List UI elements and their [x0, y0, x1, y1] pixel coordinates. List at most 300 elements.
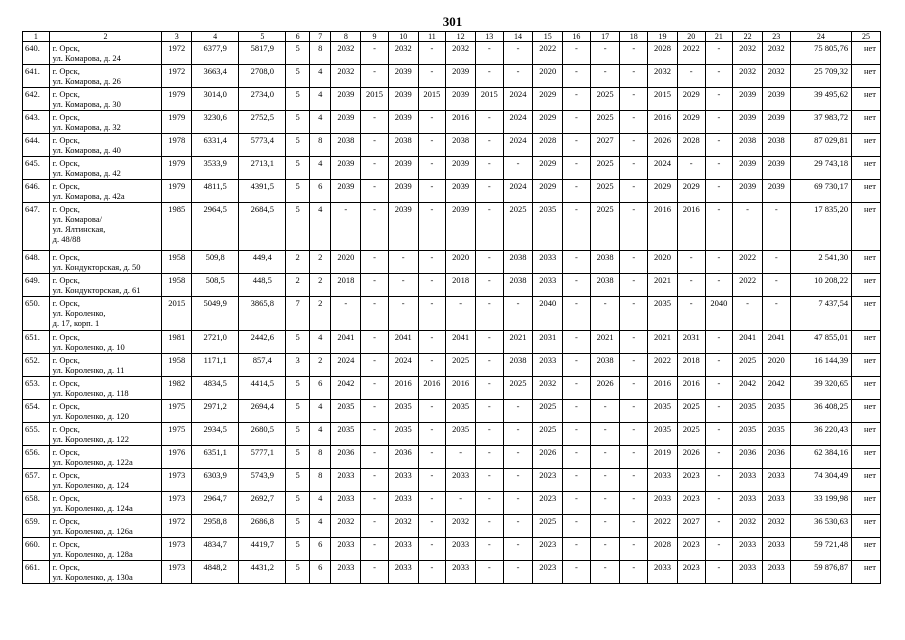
- table-cell: -: [418, 354, 446, 377]
- table-cell: 75 805,76: [790, 42, 852, 65]
- table-cell: -: [418, 251, 446, 274]
- address-line: ул. Кондукторская, д. 50: [52, 262, 141, 272]
- table-cell: -: [475, 65, 503, 88]
- address-line: ул. Короленко, д. 128а: [52, 549, 133, 559]
- table-cell: 2023: [677, 492, 705, 515]
- table-cell: 3865,8: [239, 297, 286, 331]
- table-cell: 2025: [503, 377, 533, 400]
- table-cell: -: [620, 251, 648, 274]
- table-cell: 1958: [162, 251, 192, 274]
- table-cell: 2035: [331, 400, 361, 423]
- table-cell: 2015: [475, 88, 503, 111]
- table-cell: 5: [286, 331, 310, 354]
- table-cell: 1979: [162, 111, 192, 134]
- address-cell: [49, 274, 162, 297]
- table-cell: 3: [286, 354, 310, 377]
- table-row: [23, 538, 881, 561]
- row-number: 650.: [23, 297, 50, 331]
- table-cell: 2023: [677, 469, 705, 492]
- table-cell: 2025: [590, 88, 620, 111]
- table-cell: 4: [309, 423, 331, 446]
- table-cell: 59 721,48: [790, 538, 852, 561]
- table-cell: 2029: [648, 180, 678, 203]
- table-cell: 2033: [762, 561, 790, 584]
- table-cell: 8: [309, 42, 331, 65]
- table-cell: 2032: [331, 515, 361, 538]
- table-cell: 2039: [388, 111, 418, 134]
- table-cell: 2033: [388, 538, 418, 561]
- table-cell: 2039: [446, 65, 476, 88]
- address-cell: [49, 538, 162, 561]
- table-cell: 2038: [590, 251, 620, 274]
- table-cell: 2033: [331, 561, 361, 584]
- table-cell: 509,8: [192, 251, 239, 274]
- table-cell: 2024: [503, 111, 533, 134]
- address-line: д. 17, корп. 1: [52, 318, 100, 328]
- table-cell: 2033: [533, 274, 563, 297]
- table-cell: -: [361, 446, 389, 469]
- table-cell: 2708,0: [239, 65, 286, 88]
- table-cell: 2033: [733, 561, 763, 584]
- table-cell: -: [475, 538, 503, 561]
- address-cell: [49, 400, 162, 423]
- table-cell: 2025: [590, 157, 620, 180]
- table-cell: -: [563, 251, 591, 274]
- table-cell: 2020: [648, 251, 678, 274]
- table-cell: -: [563, 400, 591, 423]
- table-cell: 2028: [648, 538, 678, 561]
- table-cell: -: [563, 354, 591, 377]
- table-cell: -: [733, 203, 763, 251]
- table-cell: -: [361, 538, 389, 561]
- table-cell: -: [620, 157, 648, 180]
- housing-table: [22, 31, 881, 584]
- table-cell: -: [418, 111, 446, 134]
- table-cell: 2964,5: [192, 203, 239, 251]
- table-cell: 1979: [162, 157, 192, 180]
- table-cell: -: [677, 157, 705, 180]
- column-header-row: [23, 32, 881, 42]
- table-row: [23, 515, 881, 538]
- table-cell: -: [677, 297, 705, 331]
- table-cell: 2021: [648, 274, 678, 297]
- table-cell: 2022: [733, 251, 763, 274]
- table-row: [23, 42, 881, 65]
- table-cell: 2039: [446, 88, 476, 111]
- table-cell: 1972: [162, 65, 192, 88]
- table-cell: нет: [852, 446, 881, 469]
- table-cell: 2027: [677, 515, 705, 538]
- table-cell: 2031: [677, 331, 705, 354]
- table-cell: 4834,7: [192, 538, 239, 561]
- table-cell: 17 835,20: [790, 203, 852, 251]
- table-cell: нет: [852, 561, 881, 584]
- table-cell: -: [503, 423, 533, 446]
- table-cell: 2038: [590, 274, 620, 297]
- row-number: 643.: [23, 111, 50, 134]
- table-cell: 2018: [677, 354, 705, 377]
- table-cell: нет: [852, 331, 881, 354]
- table-cell: 2024: [388, 354, 418, 377]
- table-cell: -: [620, 111, 648, 134]
- table-cell: 2033: [331, 469, 361, 492]
- column-header: 2: [49, 32, 162, 42]
- table-cell: 2015: [162, 297, 192, 331]
- address-line: ул. Короленко, д. 130а: [52, 572, 133, 582]
- table-cell: -: [762, 203, 790, 251]
- address-line: г. Орск,: [52, 158, 80, 168]
- table-cell: 6: [309, 180, 331, 203]
- table-cell: -: [388, 251, 418, 274]
- table-cell: -: [705, 88, 733, 111]
- table-cell: 2029: [533, 157, 563, 180]
- address-cell: [49, 157, 162, 180]
- table-cell: нет: [852, 377, 881, 400]
- address-line: г. Орск,: [52, 401, 80, 411]
- table-cell: 36 408,25: [790, 400, 852, 423]
- table-cell: нет: [852, 157, 881, 180]
- table-cell: 2035: [533, 203, 563, 251]
- table-row: [23, 331, 881, 354]
- table-cell: 2033: [388, 469, 418, 492]
- table-cell: 2032: [331, 42, 361, 65]
- table-body: [23, 32, 881, 584]
- table-cell: -: [705, 423, 733, 446]
- column-header: 16: [563, 32, 591, 42]
- table-cell: 2029: [677, 180, 705, 203]
- table-cell: -: [503, 65, 533, 88]
- table-cell: 69 730,17: [790, 180, 852, 203]
- table-cell: 2038: [388, 134, 418, 157]
- table-cell: 2033: [733, 538, 763, 561]
- table-cell: 4414,5: [239, 377, 286, 400]
- table-cell: 2035: [648, 423, 678, 446]
- table-cell: -: [361, 134, 389, 157]
- address-line: д. 48/88: [52, 234, 81, 244]
- table-cell: 2027: [590, 134, 620, 157]
- table-cell: 857,4: [239, 354, 286, 377]
- table-cell: 2023: [677, 538, 705, 561]
- table-cell: -: [563, 157, 591, 180]
- table-cell: -: [446, 492, 476, 515]
- table-cell: нет: [852, 65, 881, 88]
- table-cell: 2033: [648, 561, 678, 584]
- table-cell: -: [361, 423, 389, 446]
- address-line: г. Орск,: [52, 378, 80, 388]
- table-cell: -: [361, 203, 389, 251]
- table-cell: 4: [309, 111, 331, 134]
- column-header: 6: [286, 32, 310, 42]
- table-row: [23, 157, 881, 180]
- table-cell: 2039: [733, 88, 763, 111]
- table-cell: 2026: [533, 446, 563, 469]
- table-cell: -: [418, 42, 446, 65]
- table-cell: нет: [852, 88, 881, 111]
- address-cell: [49, 65, 162, 88]
- table-cell: -: [475, 331, 503, 354]
- table-cell: 2024: [331, 354, 361, 377]
- table-cell: 2025: [590, 203, 620, 251]
- address-cell: [49, 42, 162, 65]
- table-cell: 1973: [162, 469, 192, 492]
- address-cell: [49, 331, 162, 354]
- address-line: г. Орск,: [52, 43, 80, 53]
- table-cell: 1982: [162, 377, 192, 400]
- table-cell: 2721,0: [192, 331, 239, 354]
- table-cell: 7: [286, 297, 310, 331]
- column-header: 12: [446, 32, 476, 42]
- address-line: г. Орск,: [52, 470, 80, 480]
- table-cell: 3533,9: [192, 157, 239, 180]
- table-cell: -: [563, 423, 591, 446]
- table-cell: 2038: [503, 251, 533, 274]
- address-line: ул. Короленко, д. 124: [52, 480, 129, 490]
- table-cell: -: [361, 492, 389, 515]
- table-cell: 2038: [733, 134, 763, 157]
- address-line: ул. Ялтинская,: [52, 224, 106, 234]
- column-header: 13: [475, 32, 503, 42]
- table-cell: 5: [286, 400, 310, 423]
- table-cell: 36 530,63: [790, 515, 852, 538]
- table-cell: 5: [286, 180, 310, 203]
- table-cell: 2025: [533, 423, 563, 446]
- row-number: 653.: [23, 377, 50, 400]
- table-cell: 2028: [648, 42, 678, 65]
- table-cell: -: [418, 203, 446, 251]
- table-cell: 2039: [762, 88, 790, 111]
- table-cell: 5: [286, 538, 310, 561]
- table-cell: -: [475, 515, 503, 538]
- table-cell: 2022: [648, 354, 678, 377]
- table-cell: -: [705, 180, 733, 203]
- table-cell: 2033: [762, 469, 790, 492]
- table-cell: 2041: [733, 331, 763, 354]
- table-cell: 2033: [762, 492, 790, 515]
- table-cell: -: [475, 297, 503, 331]
- table-cell: -: [503, 492, 533, 515]
- table-cell: 1958: [162, 354, 192, 377]
- table-cell: -: [677, 274, 705, 297]
- table-cell: 2039: [446, 180, 476, 203]
- table-cell: 2016: [418, 377, 446, 400]
- table-cell: -: [418, 423, 446, 446]
- table-cell: 2032: [733, 65, 763, 88]
- address-cell: [49, 469, 162, 492]
- table-cell: 2442,6: [239, 331, 286, 354]
- table-cell: 2036: [733, 446, 763, 469]
- row-number: 641.: [23, 65, 50, 88]
- table-cell: нет: [852, 354, 881, 377]
- table-cell: 2035: [762, 423, 790, 446]
- table-cell: -: [590, 492, 620, 515]
- table-cell: 2026: [648, 134, 678, 157]
- table-cell: 2023: [533, 492, 563, 515]
- column-header: 20: [677, 32, 705, 42]
- table-cell: -: [475, 354, 503, 377]
- table-cell: нет: [852, 180, 881, 203]
- table-cell: 2033: [733, 492, 763, 515]
- address-line: г. Орск,: [52, 355, 80, 365]
- table-row: [23, 469, 881, 492]
- table-cell: -: [705, 331, 733, 354]
- address-line: ул. Короленко, д. 122а: [52, 457, 133, 467]
- table-cell: 2042: [331, 377, 361, 400]
- table-cell: -: [620, 297, 648, 331]
- table-cell: -: [590, 400, 620, 423]
- table-cell: -: [418, 400, 446, 423]
- table-cell: -: [475, 42, 503, 65]
- table-cell: нет: [852, 423, 881, 446]
- table-row: [23, 65, 881, 88]
- table-cell: -: [361, 400, 389, 423]
- table-cell: 6331,4: [192, 134, 239, 157]
- table-cell: 2033: [733, 469, 763, 492]
- table-cell: 2039: [331, 111, 361, 134]
- address-line: г. Орск,: [52, 135, 80, 145]
- table-cell: -: [418, 297, 446, 331]
- table-cell: 2035: [446, 400, 476, 423]
- table-cell: 2032: [446, 42, 476, 65]
- table-cell: -: [705, 251, 733, 274]
- table-cell: -: [705, 157, 733, 180]
- address-line: ул. Короленко, д. 120: [52, 411, 129, 421]
- table-cell: 2039: [388, 157, 418, 180]
- column-header: 18: [620, 32, 648, 42]
- table-row: [23, 203, 881, 251]
- table-cell: 2035: [388, 400, 418, 423]
- table-cell: -: [475, 400, 503, 423]
- table-cell: 2032: [533, 377, 563, 400]
- table-cell: -: [563, 274, 591, 297]
- table-cell: 2020: [446, 251, 476, 274]
- table-cell: 2039: [733, 157, 763, 180]
- column-header: 23: [762, 32, 790, 42]
- table-cell: 2025: [533, 400, 563, 423]
- table-cell: -: [705, 538, 733, 561]
- table-cell: 4: [309, 157, 331, 180]
- table-cell: 2033: [388, 492, 418, 515]
- address-cell: [49, 377, 162, 400]
- table-cell: -: [620, 469, 648, 492]
- table-cell: 5: [286, 469, 310, 492]
- address-line: ул. Короленко, д. 10: [52, 342, 125, 352]
- table-cell: 1972: [162, 42, 192, 65]
- table-cell: 1171,1: [192, 354, 239, 377]
- table-cell: 1979: [162, 88, 192, 111]
- table-cell: 6: [309, 538, 331, 561]
- table-cell: 2041: [762, 331, 790, 354]
- table-cell: 2022: [733, 274, 763, 297]
- table-cell: 2029: [533, 88, 563, 111]
- table-cell: 2039: [733, 180, 763, 203]
- table-cell: -: [620, 180, 648, 203]
- table-cell: -: [762, 251, 790, 274]
- table-cell: 2039: [446, 203, 476, 251]
- table-cell: 2033: [533, 354, 563, 377]
- table-row: [23, 274, 881, 297]
- table-cell: 2: [309, 274, 331, 297]
- table-cell: 2035: [762, 400, 790, 423]
- table-cell: 1976: [162, 446, 192, 469]
- table-cell: -: [503, 561, 533, 584]
- table-cell: -: [418, 134, 446, 157]
- table-cell: 5: [286, 134, 310, 157]
- table-cell: -: [475, 180, 503, 203]
- address-line: г. Орск,: [52, 66, 80, 76]
- table-cell: 2025: [677, 400, 705, 423]
- table-cell: -: [620, 134, 648, 157]
- table-cell: 2033: [446, 561, 476, 584]
- table-cell: 2039: [331, 88, 361, 111]
- table-cell: -: [620, 515, 648, 538]
- address-line: ул. Короленко, д. 118: [52, 388, 129, 398]
- table-cell: 2025: [677, 423, 705, 446]
- row-number: 647.: [23, 203, 50, 251]
- table-cell: 2038: [446, 134, 476, 157]
- page-number: 301: [442, 14, 463, 29]
- table-cell: нет: [852, 134, 881, 157]
- table-cell: 2032: [331, 65, 361, 88]
- table-cell: 4834,5: [192, 377, 239, 400]
- address-line: г. Орск,: [52, 332, 80, 342]
- table-cell: 2029: [533, 111, 563, 134]
- table-cell: 2: [309, 297, 331, 331]
- table-cell: 2026: [677, 446, 705, 469]
- table-cell: -: [563, 469, 591, 492]
- row-number: 649.: [23, 274, 50, 297]
- table-cell: -: [762, 297, 790, 331]
- table-cell: 33 199,98: [790, 492, 852, 515]
- table-cell: 2042: [762, 377, 790, 400]
- table-cell: -: [590, 423, 620, 446]
- table-cell: 2025: [446, 354, 476, 377]
- table-cell: -: [503, 42, 533, 65]
- table-cell: 2036: [762, 446, 790, 469]
- table-cell: 2039: [762, 157, 790, 180]
- table-cell: -: [590, 297, 620, 331]
- address-line: ул. Комарова, д. 32: [52, 122, 121, 132]
- table-cell: 2015: [648, 88, 678, 111]
- table-cell: -: [620, 203, 648, 251]
- address-line: г. Орск,: [52, 89, 80, 99]
- table-cell: 2021: [590, 331, 620, 354]
- table-cell: 5: [286, 515, 310, 538]
- table-cell: 2033: [648, 492, 678, 515]
- table-cell: 2020: [533, 65, 563, 88]
- table-cell: 2041: [388, 331, 418, 354]
- table-cell: -: [418, 65, 446, 88]
- table-cell: -: [361, 180, 389, 203]
- table-cell: 5: [286, 111, 310, 134]
- address-cell: [49, 180, 162, 203]
- column-header: 7: [309, 32, 331, 42]
- table-cell: -: [418, 446, 446, 469]
- table-cell: 2958,8: [192, 515, 239, 538]
- table-cell: -: [563, 538, 591, 561]
- column-header: 3: [162, 32, 192, 42]
- table-cell: -: [418, 515, 446, 538]
- table-cell: 2025: [503, 203, 533, 251]
- table-cell: -: [418, 469, 446, 492]
- table-cell: 2039: [388, 65, 418, 88]
- table-cell: 2028: [533, 134, 563, 157]
- table-cell: 2038: [590, 354, 620, 377]
- table-cell: 5: [286, 446, 310, 469]
- table-cell: 4: [309, 65, 331, 88]
- table-cell: -: [418, 157, 446, 180]
- table-cell: -: [590, 469, 620, 492]
- column-header: 19: [648, 32, 678, 42]
